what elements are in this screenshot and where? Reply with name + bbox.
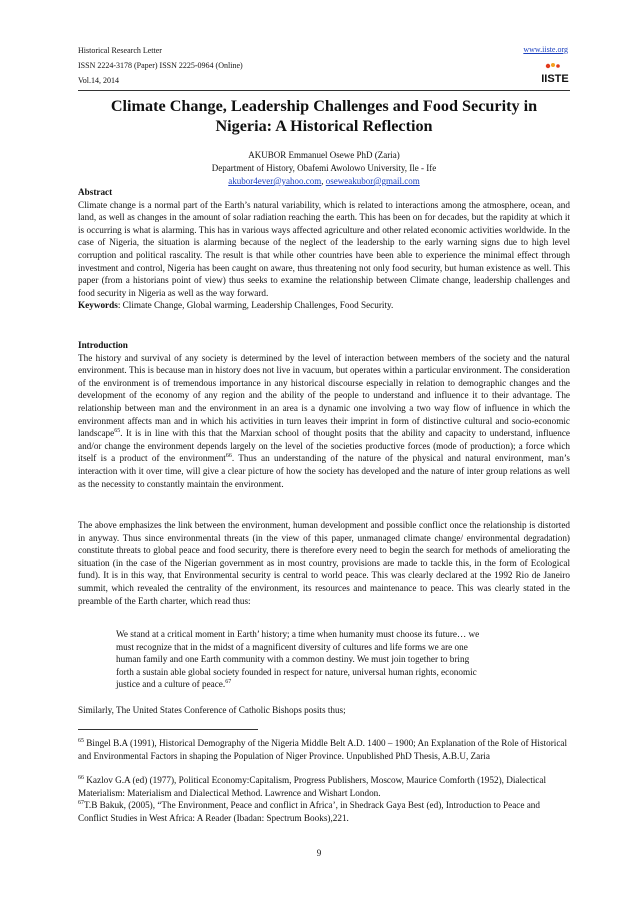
- footnote-number: 66: [78, 774, 84, 781]
- footnote-65: [78, 737, 570, 762]
- introduction-section: [78, 339, 570, 490]
- email-link-2[interactable]: oseweakubor@gmail.com: [325, 176, 420, 186]
- introduction-paragraph-1: [78, 352, 570, 491]
- paper-title: [78, 96, 570, 136]
- footnote-text: Bingel B.A (1991), Historical Demography of the Nigeria Middle Belt A.D. 1400 – 1900; An Explanation of the Role of Historical and Environmental Factors in shaping the Population of Niger Province. Unpublished PhD Thesis, A.B.U, Zaria: [78, 738, 568, 761]
- introduction-heading: Introduction: [78, 340, 128, 350]
- footnote-rule: [78, 729, 258, 730]
- footnote-66: [78, 774, 570, 799]
- issn-line: ISSN 2224-3178 (Paper) ISSN 2225-0964 (Online): [78, 61, 243, 70]
- quote-text: We stand at a critical moment in Earth’ history; a time when humanity must choose its future… we must recognize that in the midst of a magnificent diversity of cultures and life forms we are one human family and one Earth community with a common destiny. We must join together to bring forth a sustain able global society founded in respect for nature, universal human rights, economic justice and a culture of peace.: [116, 629, 480, 690]
- abstract-section: [78, 186, 570, 312]
- keywords-text: : Climate Change, Global warming, Leadership Challenges, Food Security.: [117, 300, 394, 311]
- header-rule: [78, 90, 570, 91]
- intro-p1-part-b: . It is in line with this that the Marxian school of thought posits that the ability and capacity to understand, influence and/or change the environment depends largely on the level of the societies productive forces (mode of production); a force which itself is a product of the environment: [78, 428, 570, 464]
- intro-p1-part-a: The history and survival of any society is determined by the level of interaction between members of the society and the natural environment. This is because man in history does not live in vacuum, but operates within a particular environment. The consideration of the environment is of tremendous importance in any historical discourse especially in relation to demographic changes and the development of the economy of any region and the ability of the people to understand and influence it to their advantage. The relationship between man and the environment in an area is a dynamic one involving a two way flow of influence in which the environment affects man and in which his activities in turn leaves their imprint in form of distinctive cultural and socio-economic landscape: [78, 352, 570, 439]
- svg-text:IISTE: IISTE: [541, 73, 569, 85]
- author-affiliation: Department of History, Obafemi Awolowo University, Ile - Ife: [211, 163, 437, 173]
- footnote-text: T.B Bakuk, (2005), “The Environment, Peace and conflict in Africa’, in Shedrack Gaya Best (ed), Introduction to Peace and Conflict Studies in West Africa: A Reader (Ibadan: Spectrum Books),221.: [78, 800, 540, 823]
- keywords-line: [78, 299, 570, 312]
- footnote-67: [78, 799, 570, 824]
- page-number: 9: [316, 848, 322, 858]
- footnote-number: 65: [78, 737, 84, 744]
- footnote-ref-65[interactable]: 65: [114, 428, 121, 435]
- intro-p1-part-c: . Thus an understanding of the nature of the physical and natural environment, man’s interaction with it over time, will give a clear picture of how the society has developed and the nature of inter group relations as well as the necessity to constantly maintain the environment.: [78, 453, 570, 489]
- website-link[interactable]: www.iiste.org: [523, 45, 568, 54]
- volume-line: Vol.14, 2014: [78, 76, 119, 85]
- footnote-ref-67[interactable]: 67: [225, 679, 232, 686]
- introduction-paragraph-2: The above emphasizes the link between the environment, human development and possible conflict once the relationship is distorted in anyway. Thus since environmental threats (in the view of this paper, unmanaged climate change/ environmental degradation) constitute threats to global peace and food security, there is therefore every need to begin the search for methods of ameliorating the situation (in the case of the Nigerian government as in most country, provisions are made to tackle this, in the form of Ecological fund). It is in this way, that Environmental security is central to world peace. This was clearly declared at the 1992 Rio de Janeiro summit, which revealed the centrality of the environment, its resources and maintenance to peace. This was clearly stated in the preamble of the Earth charter, which read thus:: [78, 520, 570, 606]
- earth-charter-quote: [116, 628, 488, 691]
- iiste-logo: [541, 61, 569, 87]
- abstract-text: Climate change is a normal part of the Earth’s natural variability, which is related to interactions among the atmosphere, ocean, and land, as well as changes in the amount of solar radiation reaching the earth. This has been on for decades, but the rapidity at which it is occurring is what is alarming. This has in various ways affected agriculture and other related economic activities worldwide. In the case of Nigeria, the situation is alarming because of the neglect of the leadership to the early warning signs due to high level corruption and political rascality. The result is that while other countries have been able to experience the minimal effect through investment and control, Nigeria has been caught on aware, thus threatening not only food security, but human existence as well. This paper (from a historians point of view) thus seeks to examine the relationship between Climate change, leadership challenges and food security in Nigeria as well as the way forward.: [78, 199, 570, 298]
- journal-name: Historical Research Letter: [78, 46, 162, 55]
- footnote-number: 67: [78, 799, 84, 806]
- abstract-heading: Abstract: [78, 187, 113, 197]
- footnote-ref-66[interactable]: 66: [225, 453, 232, 460]
- introduction-paragraph-3: Similarly, The United States Conference of Catholic Bishops posits thus;: [78, 705, 346, 715]
- author-name: AKUBOR Emmanuel Osewe PhD (Zaria): [248, 150, 400, 160]
- email-link-1[interactable]: akubor4ever@yahoo.com: [228, 176, 322, 186]
- footnote-text: Kazlov G.A (ed) (1977), Political Economy:Capitalism, Progress Publishers, Moscow, Maurice Comforth (1952), Dialectical Materialism: Materialism and Dialectical Method. Lawrence and Wishart London.: [78, 775, 547, 798]
- keywords-label: Keywords: [78, 300, 118, 311]
- title-line-2: Nigeria: A Historical Reflection: [215, 117, 433, 135]
- title-line-1: Climate Change, Leadership Challenges and Food Security in: [110, 97, 538, 115]
- email-separator: ,: [321, 176, 326, 186]
